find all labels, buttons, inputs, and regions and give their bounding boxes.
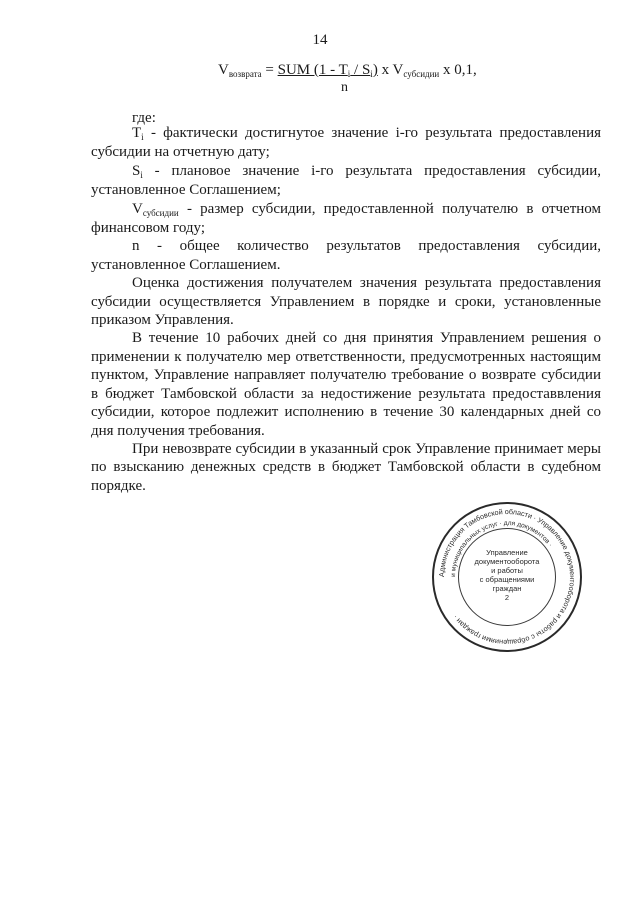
paragraph-court-collection: При невозврате субсидии в указанный срок Управление принимает меры по взысканию денежных средств в бюджет Тамбовской области в судебном порядке. — [91, 440, 601, 494]
paragraph-assessment: Оценка достижения получателем значения результата предоставления субсидии осуществляется Управлением в порядке и сроки, установленные приказом Управления. — [91, 275, 601, 329]
formula-numerator: SUM $(1 - T_i / S_i)$ — [277, 62, 378, 79]
body-text — [91, 124, 601, 495]
paragraph-v: $V_{субсидии}$ - размер субсидии, предоставленной получателю в отчетном финансовом году; — [91, 200, 601, 237]
where-label: где: — [132, 110, 156, 126]
stamp-outer-text: Администрация Тамбовской области · Управление документооборота и работы с обращениями граждан · — [436, 506, 578, 648]
formula-denominator: n — [341, 80, 348, 95]
paragraph-refund-demand: В течение 10 рабочих дней со дня принятия Управлением решения о применении к получателю мер ответственности, предусмотренных настоящим пунктом, Управление направляет получателю требование о возврате субсидии в бюджет Тамбовской области за недостижение результата предоставвления субсидии, которое подлежит исполнению в течение 30 календарных дней со дня получения требования. — [91, 330, 601, 439]
stamp-center-text: Управление документооборота и работы с обращениями граждан 2 — [474, 548, 540, 602]
paragraph-t: $T_i$ - фактически достигнутое значение i-го результата предоставления субсидии на отчетную дату; — [91, 125, 601, 161]
official-stamp — [432, 502, 582, 652]
paragraph-n: n - общее количество результатов предоставления субсидии, установленное Соглашением. — [91, 238, 601, 273]
formula: $V_{возврата}$ = SUM $(1 - T_i / S_i)$ x $V_{субсидии}$ x 0,1, — [218, 62, 477, 79]
stamp-inner-text: и муниципальных услуг · для документов · — [449, 519, 554, 578]
paragraph-s: $S_i$ - плановое значение i-го результата предоставления субсидии, установленное Соглашением; — [91, 162, 601, 199]
page-number: 14 — [312, 32, 328, 48]
